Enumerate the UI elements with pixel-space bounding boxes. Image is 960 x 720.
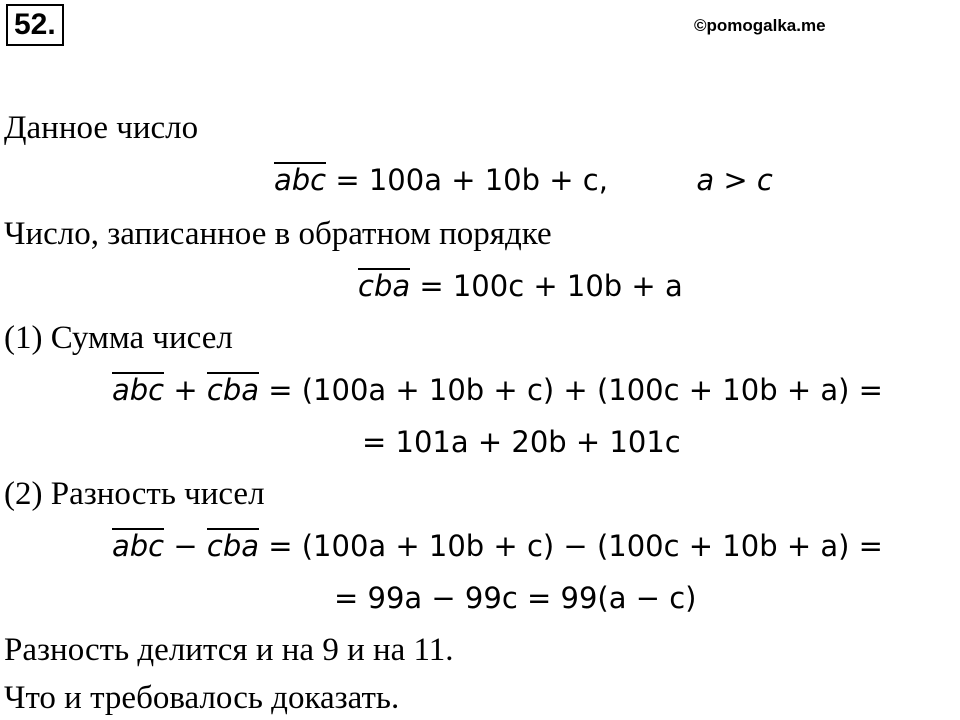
overline-cba: cba bbox=[206, 529, 259, 563]
formula-sum-result: = 101a + 20b + 101c bbox=[362, 425, 681, 459]
diff-operator: − bbox=[173, 529, 198, 563]
problem-number: 52. bbox=[6, 4, 64, 46]
watermark: ©pomogalka.me bbox=[694, 16, 826, 35]
overline-abc: abc bbox=[112, 373, 165, 407]
formula-abc bbox=[274, 160, 773, 200]
sum-label: (1) Сумма чисел bbox=[4, 320, 233, 356]
overline-cba: cba bbox=[206, 373, 259, 407]
abc-condition: a > c bbox=[696, 163, 773, 197]
qed-statement: Что и требовалось доказать. bbox=[4, 680, 400, 716]
diff-label: (2) Разность чисел bbox=[4, 476, 265, 512]
reverse-label: Число, записанное в обратном порядке bbox=[4, 216, 552, 252]
overline-abc: abc bbox=[112, 529, 165, 563]
overline-abc: abc bbox=[274, 163, 327, 197]
diff-expansion: = (100a + 10b + c) − (100c + 10b + a) = bbox=[268, 529, 883, 563]
formula-sum bbox=[112, 370, 883, 410]
sum-operator: + bbox=[173, 373, 198, 407]
overline-cba: cba bbox=[358, 269, 411, 303]
formula-cba bbox=[358, 266, 683, 306]
given-label: Данное число bbox=[4, 110, 199, 146]
cba-expression: = 100c + 10b + a bbox=[419, 269, 683, 303]
formula-diff-result: = 99a − 99c = 99(a − c) bbox=[334, 581, 697, 615]
sum-expansion: = (100a + 10b + c) + (100c + 10b + a) = bbox=[268, 373, 883, 407]
formula-diff bbox=[112, 526, 883, 566]
divisible-statement: Разность делится и на 9 и на 11. bbox=[4, 632, 454, 668]
abc-expression: = 100a + 10b + c, bbox=[335, 163, 608, 197]
